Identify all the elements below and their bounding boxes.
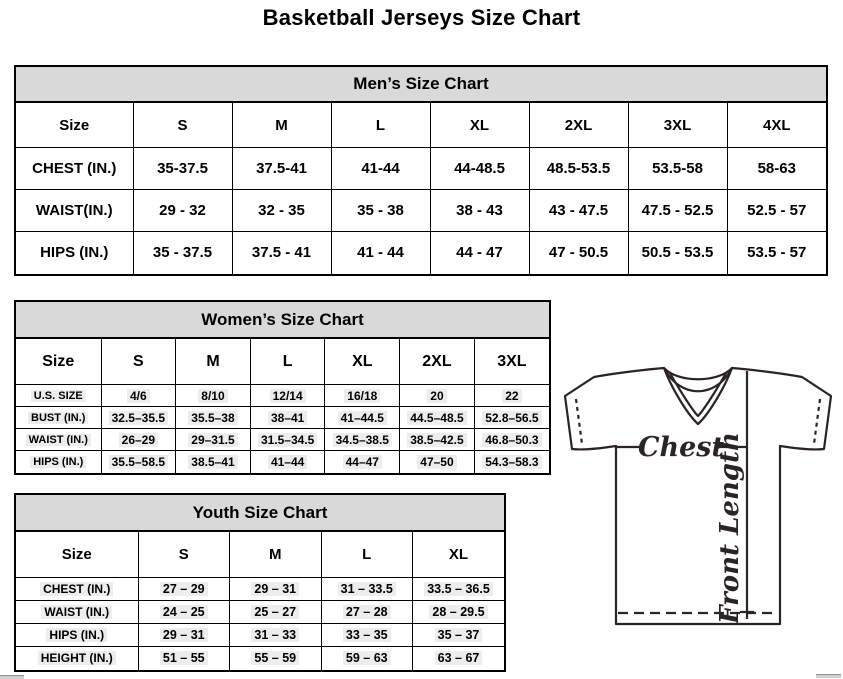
womens-size-chart (14, 300, 551, 475)
right-cuff-stitch-line (814, 399, 820, 444)
youth-value-cell (230, 647, 322, 670)
cell-text: HIPS (IN.) (30, 456, 86, 468)
men-value-cell: 38 - 43 (430, 190, 529, 232)
cell-text: U.S. SIZE (31, 390, 86, 402)
women-table-row (16, 429, 549, 451)
youth-value-cell (413, 578, 505, 601)
men-value-cell: 29 - 32 (133, 190, 232, 232)
cell-text: 35.5–58.5 (109, 455, 168, 469)
youth-size-header-cell: Size (16, 532, 138, 578)
men-column-header: L (331, 103, 430, 148)
women-value-cell (101, 385, 176, 407)
chest-measure-label: Chest (638, 432, 724, 463)
cell-text: 27 – 29 (160, 582, 208, 596)
youth-value-cell (413, 601, 505, 624)
men-table (16, 102, 826, 274)
youth-table-row (16, 647, 504, 670)
youth-row-label (16, 624, 138, 647)
women-column-header: 3XL (474, 339, 549, 385)
cell-text: 4/6 (127, 389, 150, 403)
women-chart-title: Women’s Size Chart (16, 302, 549, 338)
youth-column-header: S (138, 532, 230, 578)
men-value-cell: 32 - 35 (232, 190, 331, 232)
youth-value-cell (230, 624, 322, 647)
youth-row-label (16, 578, 138, 601)
men-value-cell: 47.5 - 52.5 (628, 190, 727, 232)
women-column-header: XL (325, 339, 400, 385)
youth-column-header: L (321, 532, 413, 578)
cell-text: 41–44 (268, 455, 307, 469)
cell-text: 33 – 35 (343, 628, 391, 642)
women-row-label (16, 451, 101, 473)
women-column-header: M (176, 339, 251, 385)
cell-text: 29–31.5 (188, 433, 237, 447)
youth-size-header-row (16, 532, 504, 578)
women-row-label (16, 407, 101, 429)
women-row-label (16, 385, 101, 407)
mens-size-chart (14, 65, 828, 276)
men-row-label: CHEST (IN.) (16, 148, 133, 190)
women-value-cell (325, 429, 400, 451)
youth-value-cell (138, 624, 230, 647)
women-value-cell (325, 407, 400, 429)
cell-text: 35 – 37 (435, 628, 483, 642)
cell-text: 35.5–38 (188, 411, 237, 425)
jersey-outline-shape (565, 368, 831, 624)
cell-text: 31 – 33.5 (338, 582, 396, 596)
cell-text: 47–50 (417, 455, 456, 469)
cell-text: HEIGHT (IN.) (38, 651, 116, 665)
youth-size-chart (14, 493, 506, 672)
cell-text: 51 – 55 (160, 651, 208, 665)
women-value-cell (325, 451, 400, 473)
men-value-cell: 41-44 (331, 148, 430, 190)
women-table (16, 338, 549, 473)
men-row-label: HIPS (IN.) (16, 232, 133, 274)
cell-text: 59 – 63 (343, 651, 391, 665)
cell-text: 31.5–34.5 (258, 433, 317, 447)
women-value-cell (474, 407, 549, 429)
women-value-cell (176, 429, 251, 451)
men-column-header: XL (430, 103, 529, 148)
cell-text: 31 – 33 (251, 628, 299, 642)
cell-text: 38–41 (268, 411, 307, 425)
cell-text: 28 – 29.5 (429, 605, 487, 619)
left-cuff-stitch-line (576, 399, 582, 444)
women-value-cell (250, 451, 325, 473)
youth-column-header: M (230, 532, 322, 578)
page-title: Basketball Jerseys Size Chart (262, 5, 581, 30)
cell-text: 26–29 (119, 433, 158, 447)
cell-text: 29 – 31 (160, 628, 208, 642)
women-column-header: L (250, 339, 325, 385)
women-value-cell (474, 385, 549, 407)
women-size-header-cell: Size (16, 339, 101, 385)
women-value-cell (400, 429, 475, 451)
men-row-label: WAIST(IN.) (16, 190, 133, 232)
women-column-header: S (101, 339, 176, 385)
cell-text: 52.8–56.5 (482, 411, 541, 425)
women-value-cell (400, 451, 475, 473)
youth-value-cell (321, 578, 413, 601)
youth-value-cell (138, 601, 230, 624)
men-column-header: 3XL (628, 103, 727, 148)
youth-value-cell (321, 647, 413, 670)
youth-value-cell (321, 624, 413, 647)
scrollbar-fragment-left[interactable] (0, 675, 24, 679)
men-value-cell: 43 - 47.5 (529, 190, 628, 232)
men-value-cell: 47 - 50.5 (529, 232, 628, 274)
men-value-cell: 53.5-58 (628, 148, 727, 190)
men-size-header-cell: Size (16, 103, 133, 148)
cell-text: 55 – 59 (251, 651, 299, 665)
women-table-row (16, 451, 549, 473)
cell-text: 32.5–35.5 (109, 411, 168, 425)
youth-row-label (16, 601, 138, 624)
cell-text: 20 (427, 389, 446, 403)
cell-text: 24 – 25 (160, 605, 208, 619)
men-chart-title: Men’s Size Chart (16, 67, 826, 102)
men-value-cell: 48.5-53.5 (529, 148, 628, 190)
youth-value-cell (413, 624, 505, 647)
women-value-cell (474, 429, 549, 451)
youth-value-cell (413, 647, 505, 670)
cell-text: 34.5–38.5 (333, 433, 392, 447)
youth-column-header: XL (413, 532, 505, 578)
men-value-cell: 53.5 - 57 (727, 232, 826, 274)
men-column-header: 2XL (529, 103, 628, 148)
men-value-cell: 44-48.5 (430, 148, 529, 190)
women-value-cell (101, 429, 176, 451)
men-value-cell: 37.5 - 41 (232, 232, 331, 274)
youth-value-cell (321, 601, 413, 624)
youth-row-label (16, 647, 138, 670)
women-row-label (16, 429, 101, 451)
cell-text: 41–44.5 (338, 411, 387, 425)
youth-table-row (16, 578, 504, 601)
cell-text: 12/14 (270, 389, 306, 403)
collar-curve-outer (664, 368, 732, 379)
cell-text: 16/18 (344, 389, 380, 403)
women-value-cell (474, 451, 549, 473)
cell-text: 8/10 (198, 389, 227, 403)
men-table-row (16, 232, 826, 274)
women-value-cell (101, 407, 176, 429)
men-value-cell: 58-63 (727, 148, 826, 190)
women-value-cell (176, 385, 251, 407)
men-size-header-row (16, 103, 826, 148)
cell-text: 27 – 28 (343, 605, 391, 619)
cell-text: 33.5 – 36.5 (424, 582, 493, 596)
cell-text: 54.3–58.3 (482, 455, 541, 469)
men-value-cell: 50.5 - 53.5 (628, 232, 727, 274)
women-value-cell (400, 385, 475, 407)
women-value-cell (250, 429, 325, 451)
cell-text: 29 – 31 (251, 582, 299, 596)
men-column-header: M (232, 103, 331, 148)
women-column-header: 2XL (400, 339, 475, 385)
women-value-cell (176, 407, 251, 429)
men-value-cell: 35-37.5 (133, 148, 232, 190)
men-column-header: S (133, 103, 232, 148)
cell-text: 25 – 27 (251, 605, 299, 619)
youth-value-cell (138, 578, 230, 601)
youth-table-row (16, 601, 504, 624)
cell-text: 38.5–42.5 (407, 433, 466, 447)
women-value-cell (325, 385, 400, 407)
women-table-row (16, 407, 549, 429)
women-size-header-row (16, 339, 549, 385)
cell-text: 63 – 67 (435, 651, 483, 665)
scrollbar-fragment-right[interactable] (816, 674, 841, 678)
cell-text: 22 (502, 389, 521, 403)
youth-value-cell (138, 647, 230, 670)
youth-chart-title: Youth Size Chart (16, 495, 504, 531)
jersey-measurement-diagram (558, 358, 843, 678)
men-table-row (16, 148, 826, 190)
front-length-label: Front Length (715, 432, 745, 624)
cell-text: WAIST (IN.) (41, 605, 112, 619)
men-value-cell: 35 - 38 (331, 190, 430, 232)
men-value-cell: 35 - 37.5 (133, 232, 232, 274)
women-value-cell (250, 385, 325, 407)
men-value-cell: 41 - 44 (331, 232, 430, 274)
cell-text: 44–47 (343, 455, 382, 469)
cell-text: WAIST (IN.) (26, 434, 91, 446)
men-value-cell: 44 - 47 (430, 232, 529, 274)
women-value-cell (176, 451, 251, 473)
youth-table-row (16, 624, 504, 647)
men-column-header: 4XL (727, 103, 826, 148)
women-value-cell (101, 451, 176, 473)
cell-text: BUST (IN.) (28, 412, 88, 424)
youth-value-cell (230, 601, 322, 624)
youth-value-cell (230, 578, 322, 601)
cell-text: CHEST (IN.) (40, 582, 113, 596)
cell-text: 44.5–48.5 (407, 411, 466, 425)
cell-text: 38.5–41 (188, 455, 237, 469)
women-value-cell (250, 407, 325, 429)
men-value-cell: 52.5 - 57 (727, 190, 826, 232)
men-table-row (16, 190, 826, 232)
youth-table (16, 531, 504, 670)
cell-text: 46.8–50.3 (482, 433, 541, 447)
men-value-cell: 37.5-41 (232, 148, 331, 190)
cell-text: HIPS (IN.) (46, 628, 107, 642)
women-value-cell (400, 407, 475, 429)
women-table-row (16, 385, 549, 407)
